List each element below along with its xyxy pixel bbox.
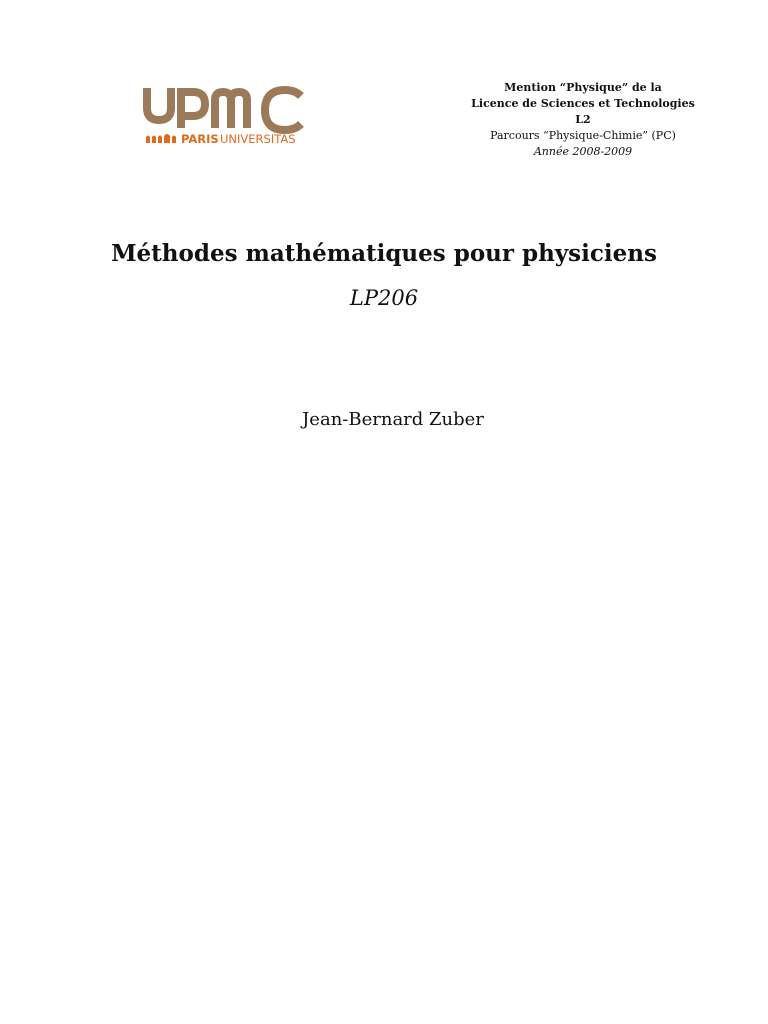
author-name: Jean-Bernard Zuber <box>302 409 484 430</box>
program-parcours: Parcours “Physique-Chimie” (PC) <box>490 129 676 142</box>
upmc-logo-graphic <box>143 84 309 148</box>
logo-tagline-paris: PARIS <box>181 132 219 146</box>
course-code: LP206 <box>349 286 419 310</box>
program-level: L2 <box>575 113 591 126</box>
logo-tagline-universitas: UNIVERSITAS <box>220 132 296 146</box>
program-licence: Licence de Sciences et Technologies <box>471 97 695 110</box>
program-info <box>466 80 700 160</box>
program-mention: Mention “Physique” de la <box>504 81 662 94</box>
academic-year: Année 2008-2009 <box>533 145 633 158</box>
upmc-logo <box>143 84 309 148</box>
arches-icon <box>146 134 176 143</box>
document-title: Méthodes mathématiques pour physiciens <box>111 240 657 267</box>
